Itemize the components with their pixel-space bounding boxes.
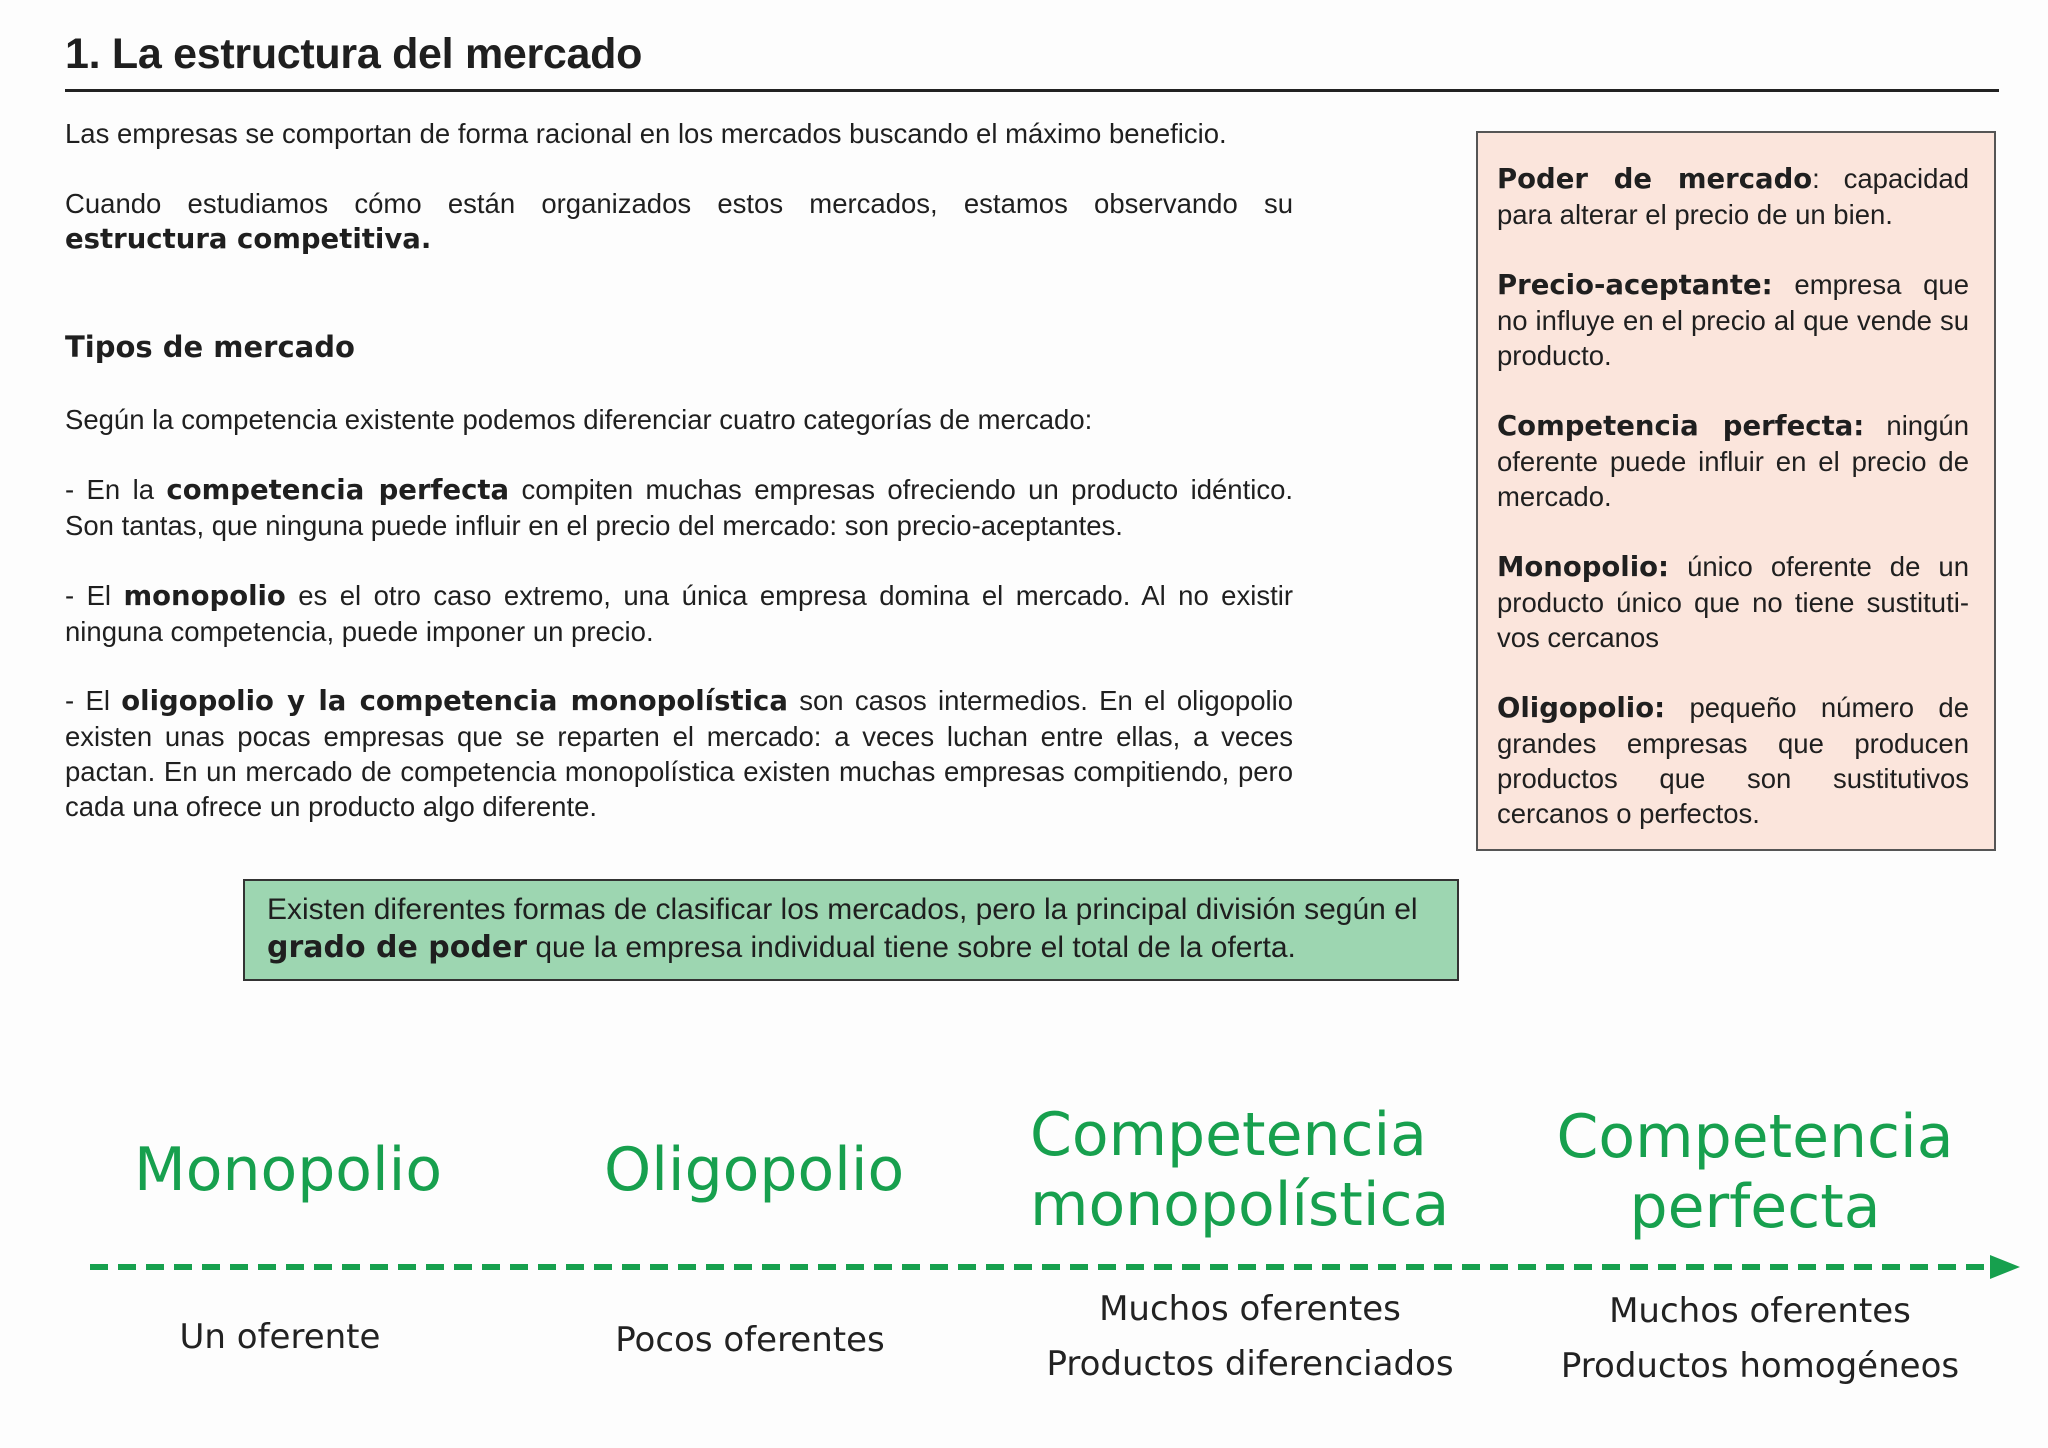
market-label-competencia-perfecta bbox=[1545, 1102, 1965, 1242]
glossary-definition: capacidad para alterar el precio de un bien. bbox=[1497, 163, 1969, 230]
page-title: 1. La estructura del mercado bbox=[65, 30, 1999, 92]
intro-paragraph-1: Las empresas se comportan de forma racional en los mercados buscando el máximo beneficio. bbox=[65, 118, 1227, 149]
market-label-line: monopolística bbox=[1030, 1170, 1450, 1240]
glossary-definition: ningún oferente puede influir en el precio de mercado. bbox=[1497, 410, 1969, 512]
market-type-item-perfecta bbox=[65, 472, 1293, 543]
market-desc-line: Un oferente bbox=[179, 1317, 381, 1357]
glossary-term: Precio-aceptante: bbox=[1497, 269, 1773, 301]
glossary-definition: empresa que no influye en el precio al que vende su producto. bbox=[1497, 269, 1970, 371]
glossary-entry-oligopolio bbox=[1497, 690, 1969, 831]
market-label-line: Competencia bbox=[1030, 1100, 1427, 1170]
types-lead: Según la competencia existente podemos diferenciar cuatro categorías de mercado: bbox=[65, 404, 1093, 435]
market-label-oligopolio bbox=[604, 1135, 904, 1205]
item-text: es el otro caso extremo, una única empresa domina el mercado. Al no existir ninguna competencia, puede imponer un precio. bbox=[65, 580, 1293, 647]
glossary-term: Monopolio: bbox=[1497, 551, 1670, 583]
item-term: monopolio bbox=[123, 580, 286, 612]
glossary-term: Oligopolio: bbox=[1497, 692, 1666, 724]
glossary-entry-poder bbox=[1497, 161, 1969, 232]
intro-paragraph-2 bbox=[65, 186, 1293, 257]
callout-text: Existen diferentes formas de clasificar los mercados, pero la principal división según el bbox=[267, 893, 1418, 926]
market-type-item-monopolio bbox=[65, 578, 1293, 649]
market-desc-competencia-perfecta bbox=[1540, 1284, 1980, 1394]
item-text: compiten muchas empresas ofreciendo un producto idéntico. Son tantas, que ninguna puede influir en el precio del mercado: son precio-aceptantes. bbox=[65, 474, 1294, 541]
market-label-line: perfecta bbox=[1629, 1172, 1881, 1242]
market-label-line: Monopolio bbox=[134, 1135, 443, 1205]
glossary-term: Poder de mercado bbox=[1497, 163, 1813, 195]
market-label-competencia-monopolistica bbox=[1030, 1100, 1470, 1240]
glossary-definition: único oferente de un producto único que no tiene sustituti-vos cercanos bbox=[1497, 551, 1970, 653]
market-label-line: Competencia bbox=[1556, 1102, 1954, 1172]
market-desc-line: Muchos oferentes bbox=[1609, 1291, 1911, 1331]
market-desc-monopolio bbox=[130, 1310, 430, 1365]
market-desc-line: Muchos oferentes bbox=[1099, 1289, 1401, 1329]
item-text: son casos intermedios. En el oligopolio existen unas pocas empresas que se reparten el mercado: a veces luchan entre ellas, a veces pactan. En un mercado de competencia monopolística existen muchas empresas compitiendo, pero cada una ofrece un producto algo diferente. bbox=[65, 685, 1294, 822]
callout-text-end: que la empresa individual tiene sobre el total de la oferta. bbox=[535, 931, 1296, 964]
intro-paragraph-2-text: Cuando estudiamos cómo están organizados estos mercados, estamos observando su bbox=[65, 188, 1293, 219]
item-prefix: - El bbox=[65, 685, 110, 716]
item-term: competencia perfecta bbox=[166, 474, 510, 506]
callout-box bbox=[243, 879, 1459, 981]
market-desc-competencia-monopolistica bbox=[1030, 1282, 1470, 1392]
item-prefix: - En la bbox=[65, 474, 155, 505]
section-heading-tipos: Tipos de mercado bbox=[65, 330, 355, 364]
glossary-box bbox=[1476, 131, 1996, 851]
item-prefix: - El bbox=[65, 580, 112, 611]
market-desc-oligopolio bbox=[600, 1313, 900, 1368]
market-desc-line: Productos diferenciados bbox=[1046, 1344, 1454, 1384]
market-label-line: Oligopolio bbox=[604, 1135, 905, 1205]
market-desc-line: Productos homogéneos bbox=[1560, 1346, 1960, 1386]
market-type-item-oligopolio bbox=[65, 683, 1293, 824]
glossary-entry-precio-aceptante bbox=[1497, 267, 1969, 373]
glossary-entry-competencia-perfecta bbox=[1497, 408, 1969, 514]
item-term: oligopolio y la competencia monopolística bbox=[121, 685, 788, 717]
glossary-definition: pequeño número de grandes empresas que producen productos que son sustitutivos cercanos o perfectos. bbox=[1497, 692, 1970, 829]
glossary-separator: : bbox=[1812, 163, 1820, 194]
market-desc-line: Pocos oferentes bbox=[615, 1320, 885, 1360]
market-label-monopolio bbox=[134, 1135, 443, 1205]
glossary-entry-monopolio bbox=[1497, 549, 1969, 655]
dashed-arrow-right-icon bbox=[90, 1252, 2025, 1282]
callout-bold: grado de poder bbox=[267, 930, 528, 965]
intro-paragraph-2-bold: estructura competitiva. bbox=[65, 223, 432, 255]
glossary-term: Competencia perfecta: bbox=[1497, 410, 1865, 442]
